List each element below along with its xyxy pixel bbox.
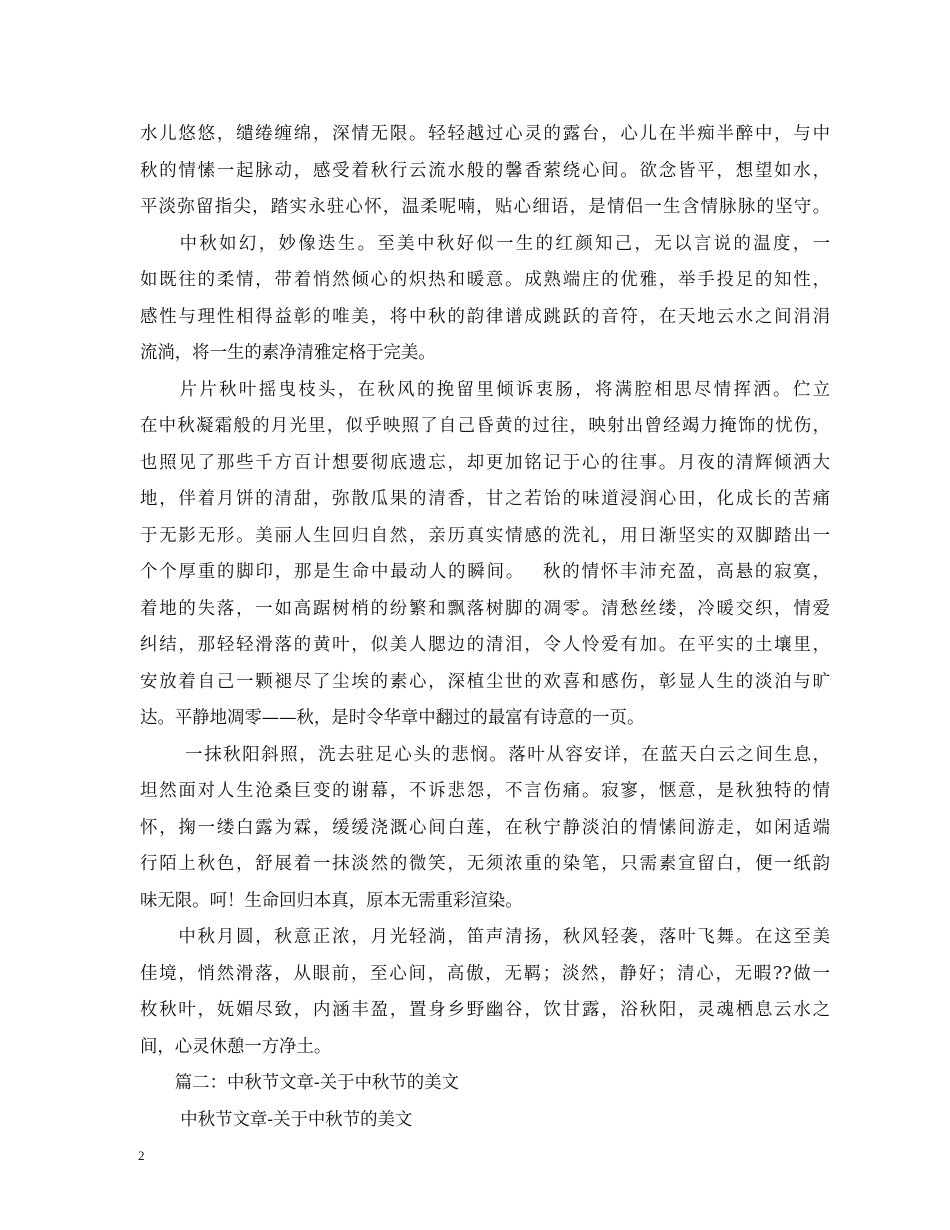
text-line: 安放着自己一颗褪尽了尘埃的素心，深植尘世的欢喜和感伤，彰显人生的淡泊与旷 <box>140 671 830 692</box>
page-number: 2 <box>138 1148 145 1163</box>
text-line: 纠结，那轻轻滑落的黄叶，似美人腮边的清泪，令人怜爱有加。在平实的土壤里， <box>140 635 830 655</box>
text-line: 感性与理性相得益彰的唯美，将中秋的韵律谱成跳跃的音符，在天地云水之间涓涓 <box>140 306 830 327</box>
text-line: 间，心灵休憩一方净土。 <box>140 1036 332 1057</box>
text-line: 平淡弥留指尖，踏实永驻心怀，温柔呢喃，贴心细语，是情侣一生含情脉脉的坚守。 <box>140 197 830 217</box>
text-line: 在中秋凝霜般的月光里，似乎映照了自己昏黄的过往，映射出曾经竭力掩饰的忧伤， <box>140 416 830 436</box>
text-line: 坦然面对人生沧桑巨变的谢幕，不诉悲怨，不言伤痛。寂寥，惬意，是秋独特的情 <box>140 781 830 801</box>
text-line: 于无影无形。美丽人生回归自然，亲历真实情感的洗礼，用日渐坚实的双脚踏出一 <box>140 525 830 546</box>
text-line: 味无限。呵！生命回归本真，原本无需重彩渲染。 <box>140 890 523 911</box>
text-line: 流淌，将一生的素净清雅定格于完美。 <box>140 343 436 363</box>
text-line: 中秋如幻，妙像迭生。至美中秋好似一生的红颜知己，无以言说的温度，一 <box>140 233 830 254</box>
text-line: 怀，掬一缕白露为霖，缓缓浇溉心间白莲，在秋宁静淡泊的情愫间游走，如闲适端 <box>140 817 830 838</box>
text-line: 枚秋叶，妩媚尽致，内涵丰盈，置身乡野幽谷，饮甘露，浴秋阳，灵魂栖息云水之 <box>140 1000 830 1020</box>
text-line: 着地的失落，一如高踞树梢的纷繁和飘落树脚的凋零。清愁丝缕，冷暖交织，情爱 <box>140 598 830 619</box>
document-body <box>140 116 830 1138</box>
text-line: 佳境，悄然滑落，从眼前，至心间，高傲，无羁；淡然，静好；清心，无暇??做一 <box>140 963 830 984</box>
text-line: 秋的情愫一起脉动，感受着秋行云流水般的馨香萦绕心间。欲念皆平，想望如水， <box>140 160 830 181</box>
text-line: 行陌上秋色，舒展着一抹淡然的微笑，无须浓重的染笔，只需素宣留白，便一纸韵 <box>140 854 830 874</box>
text-line: 地，伴着月饼的清甜，弥散瓜果的清香，甘之若饴的味道浸润心田，化成长的苦痛 <box>140 489 830 509</box>
section-heading: 篇二：中秋节文章-关于中秋节的美文 <box>140 1073 459 1093</box>
text-line: 片片秋叶摇曳枝头，在秋风的挽留里倾诉衷肠，将满腔相思尽情挥洒。伫立 <box>140 379 830 400</box>
text-line: 也照见了那些千方百计想要彻底遗忘，却更加铭记于心的往事。月夜的清辉倾洒大 <box>140 452 830 473</box>
text-line: 如既往的柔情，带着悄然倾心的炽热和暖意。成熟端庄的优雅，举手投足的知性， <box>140 270 830 290</box>
text-line: 一抹秋阳斜照，洗去驻足心头的悲悯。落叶从容安详，在蓝天白云之间生息， <box>140 744 830 765</box>
text-line: 水儿悠悠，缱绻缠绵，深情无限。轻轻越过心灵的露台，心儿在半痴半醉中，与中 <box>140 124 830 144</box>
article-title: 中秋节文章-关于中秋节的美文 <box>140 1109 413 1130</box>
text-line: 个个厚重的脚印，那是生命中最动人的瞬间。 秋的情怀丰沛充盈，高悬的寂寞， <box>140 562 830 582</box>
text-line: 中秋月圆，秋意正浓，月光轻淌，笛声清扬，秋风轻袭，落叶飞舞。在这至美 <box>140 927 830 947</box>
text-line: 达。平静地凋零——秋，是时令华章中翻过的最富有诗意的一页。 <box>140 708 645 728</box>
